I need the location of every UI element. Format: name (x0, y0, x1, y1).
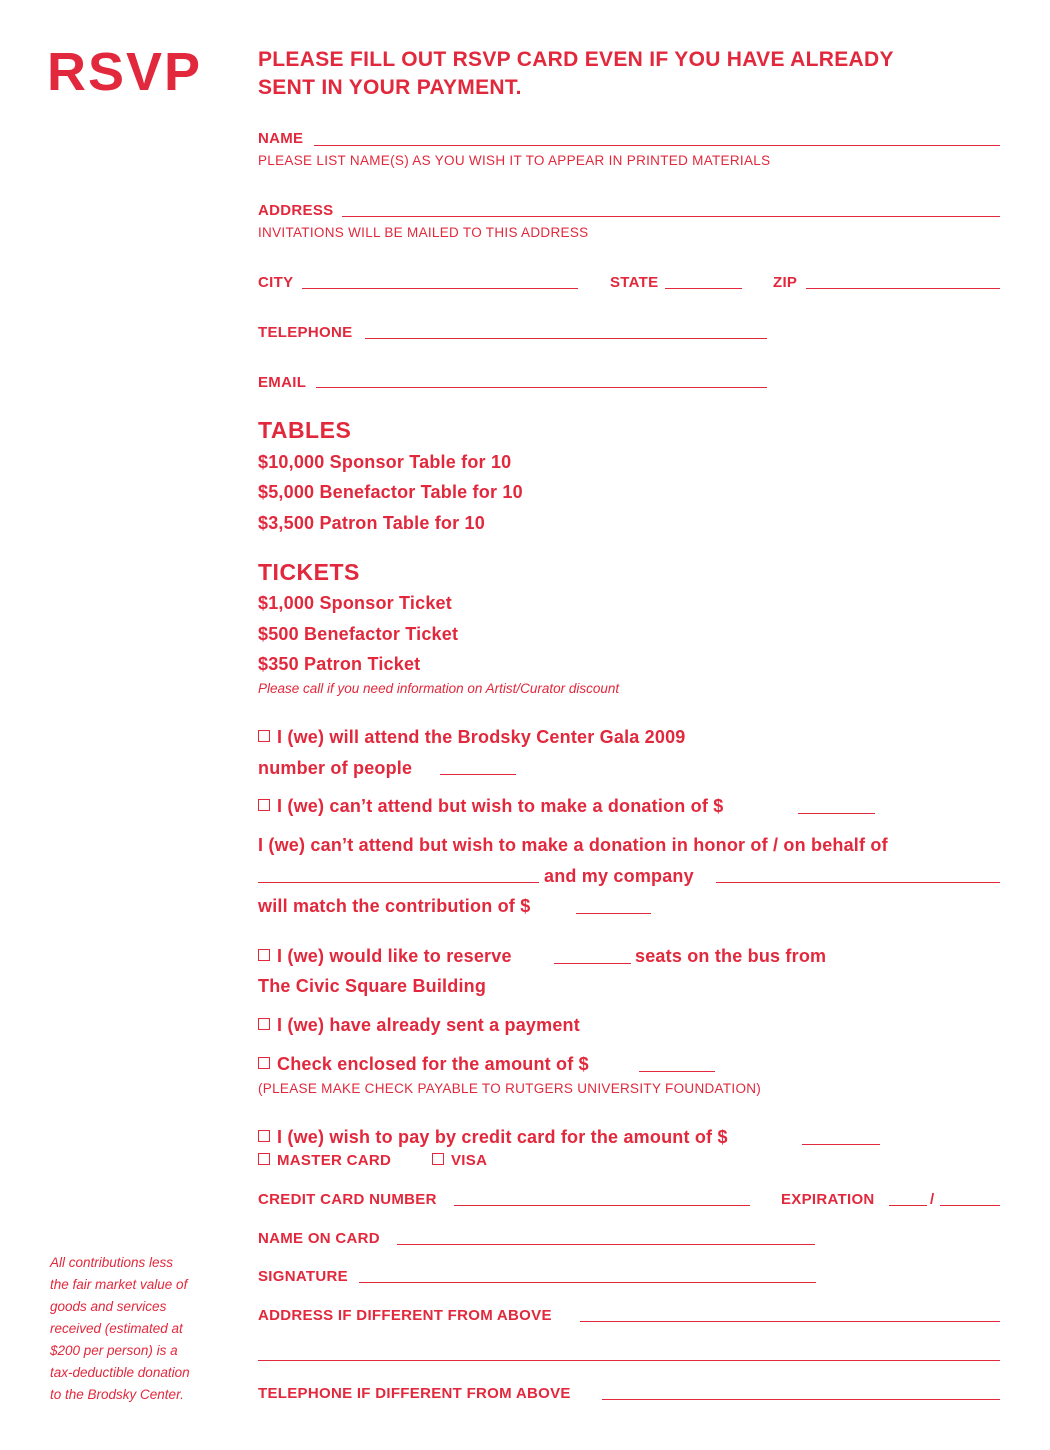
attend-option (258, 725, 686, 749)
rsvp-logo: RSVP (47, 42, 203, 102)
name-hint: PLEASE LIST NAME(S) AS YOU WISH IT TO APPEAR IN PRINTED MATERIALS (258, 153, 771, 168)
city-label: CITY (258, 274, 294, 291)
tax-note-line: All contributions less (50, 1255, 174, 1270)
tax-note-line: tax-deductible donation (50, 1365, 190, 1380)
honor-donation-text: I (we) can’t attend but wish to make a donation in honor of / on behalf of (258, 835, 888, 855)
signature-label: SIGNATURE (258, 1268, 348, 1285)
sent-payment-option (258, 1013, 580, 1037)
email-field[interactable] (316, 387, 767, 388)
signature-field[interactable] (359, 1282, 816, 1283)
name-on-card-field[interactable] (397, 1244, 815, 1245)
tables-heading: TABLES (258, 417, 352, 443)
bus-text-a: I (we) would like to reserve (277, 946, 512, 966)
table-option-sponsor: $10,000 Sponsor Table for 10 (258, 452, 512, 472)
company-field[interactable] (716, 882, 1000, 883)
visa-checkbox[interactable] (432, 1153, 444, 1165)
attend-text: I (we) will attend the Brodsky Center Gala 2009 (277, 727, 686, 747)
tax-note-line: $200 per person) is a (50, 1343, 178, 1358)
donation-text: I (we) can’t attend but wish to make a donation of $ (277, 796, 724, 816)
tickets-heading: TICKETS (258, 559, 360, 585)
sent-payment-text: I (we) have already sent a payment (277, 1015, 580, 1035)
ticket-option-benefactor: $500 Benefactor Ticket (258, 624, 459, 644)
zip-label: ZIP (773, 274, 798, 291)
state-field[interactable] (665, 288, 742, 289)
discount-note: Please call if you need information on Artist/Curator discount (258, 681, 620, 696)
company-label: and my company (544, 866, 694, 886)
check-option (258, 1052, 589, 1076)
visa-option (432, 1151, 487, 1171)
email-label: EMAIL (258, 374, 307, 391)
alt-address-field-line-2[interactable] (258, 1360, 1000, 1361)
check-amount-field[interactable] (639, 1071, 715, 1072)
mastercard-checkbox[interactable] (258, 1153, 270, 1165)
credit-amount-field[interactable] (802, 1144, 880, 1145)
telephone-label: TELEPHONE (258, 324, 353, 341)
alt-address-field[interactable] (580, 1321, 1000, 1322)
expiration-label: EXPIRATION (781, 1191, 875, 1208)
check-text: Check enclosed for the amount of $ (277, 1054, 589, 1074)
headline-line-1: PLEASE FILL OUT RSVP CARD EVEN IF YOU HAVE ALREADY (258, 48, 894, 71)
sent-payment-checkbox[interactable] (258, 1018, 270, 1030)
expiration-slash: / (930, 1191, 935, 1208)
donation-option (258, 794, 723, 818)
name-on-card-label: NAME ON CARD (258, 1230, 380, 1247)
address-label: ADDRESS (258, 202, 334, 219)
tax-note-line: the fair market value of (50, 1277, 188, 1292)
check-payable-note: (PLEASE MAKE CHECK PAYABLE TO RUTGERS UNIVERSITY FOUNDATION) (258, 1081, 762, 1096)
alt-address-label: ADDRESS IF DIFFERENT FROM ABOVE (258, 1307, 552, 1324)
zip-field[interactable] (806, 288, 1000, 289)
donation-checkbox[interactable] (258, 799, 270, 811)
bus-text-b: seats on the bus from (635, 946, 827, 966)
alt-telephone-label: TELEPHONE IF DIFFERENT FROM ABOVE (258, 1385, 571, 1402)
headline (258, 46, 894, 102)
honor-name-field[interactable] (258, 882, 539, 883)
table-option-patron: $3,500 Patron Table for 10 (258, 513, 485, 533)
address-hint: INVITATIONS WILL BE MAILED TO THIS ADDRESS (258, 225, 589, 240)
visa-label: VISA (451, 1152, 488, 1169)
tax-deduction-note (50, 1252, 225, 1406)
number-people-field[interactable] (440, 774, 516, 775)
number-people-label: number of people (258, 758, 413, 778)
bus-option-start (258, 944, 512, 968)
attend-checkbox[interactable] (258, 730, 270, 742)
bus-checkbox[interactable] (258, 949, 270, 961)
tax-note-line: goods and services (50, 1299, 167, 1314)
expiration-year-field[interactable] (940, 1205, 1000, 1206)
bus-text-c: The Civic Square Building (258, 976, 487, 996)
credit-checkbox[interactable] (258, 1130, 270, 1142)
card-number-field[interactable] (454, 1205, 750, 1206)
name-field[interactable] (314, 145, 1000, 146)
card-number-label: CREDIT CARD NUMBER (258, 1191, 437, 1208)
bus-seats-field[interactable] (554, 963, 631, 964)
tax-note-line: received (estimated at (50, 1321, 183, 1336)
credit-option (258, 1125, 728, 1149)
check-checkbox[interactable] (258, 1057, 270, 1069)
alt-telephone-field[interactable] (602, 1399, 1000, 1400)
headline-line-2: SENT IN YOUR PAYMENT. (258, 76, 522, 99)
telephone-field[interactable] (365, 338, 767, 339)
state-label: STATE (610, 274, 659, 291)
tax-note-line: to the Brodsky Center. (50, 1387, 184, 1402)
name-label: NAME (258, 130, 304, 147)
match-text: will match the contribution of $ (258, 896, 531, 916)
mastercard-option (258, 1151, 391, 1171)
ticket-option-patron: $350 Patron Ticket (258, 654, 421, 674)
city-field[interactable] (302, 288, 578, 289)
mastercard-label: MASTER CARD (277, 1152, 392, 1169)
table-option-benefactor: $5,000 Benefactor Table for 10 (258, 482, 523, 502)
credit-text: I (we) wish to pay by credit card for the amount of $ (277, 1127, 728, 1147)
ticket-option-sponsor: $1,000 Sponsor Ticket (258, 593, 452, 613)
expiration-month-field[interactable] (889, 1205, 927, 1206)
address-field[interactable] (342, 216, 1000, 217)
donation-amount-field[interactable] (798, 813, 875, 814)
match-amount-field[interactable] (576, 913, 651, 914)
